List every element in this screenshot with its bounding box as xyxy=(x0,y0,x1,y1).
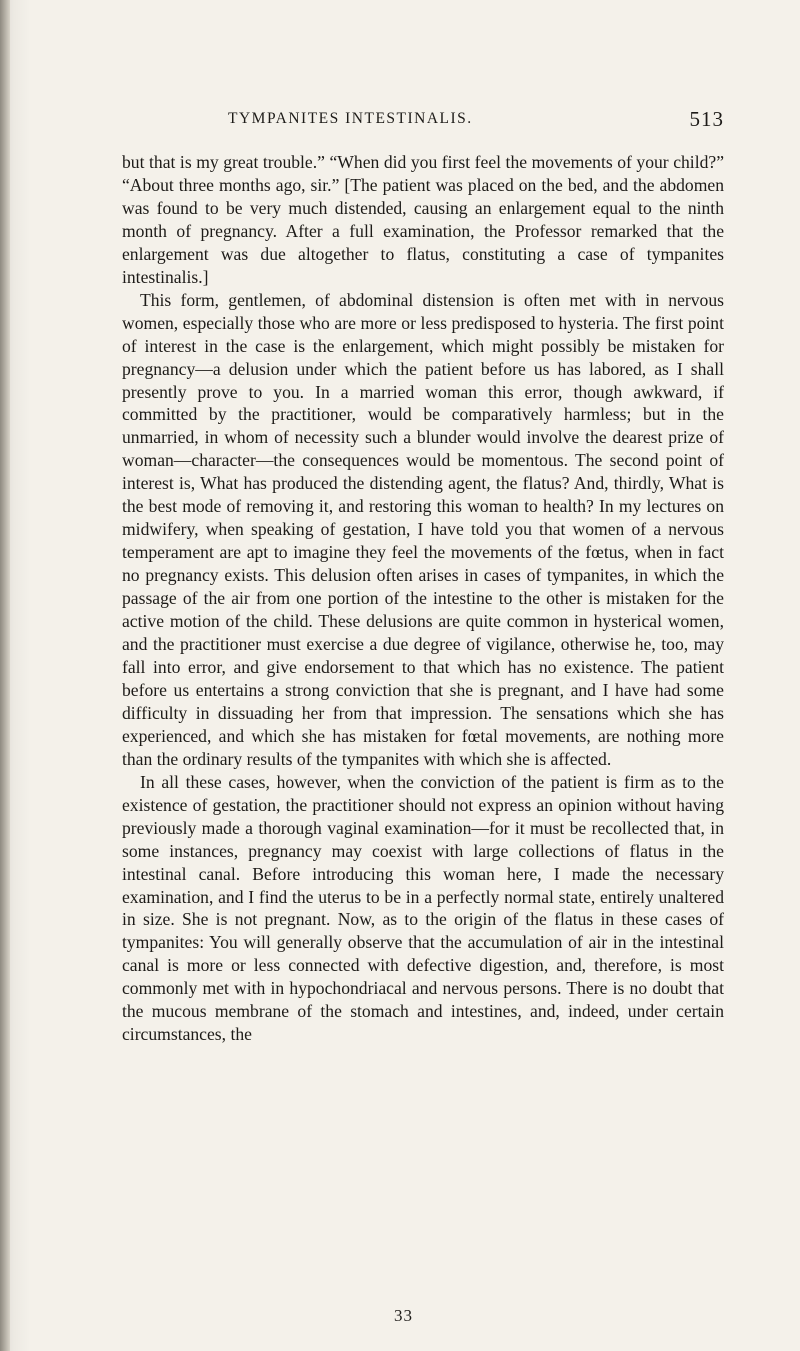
body-text xyxy=(122,151,724,1046)
signature-mark: 33 xyxy=(394,1306,413,1325)
paragraph-2: This form, gentlemen, of abdominal distension is often met with in nervous women, especially those who are more or less predisposed to hysteria. The first point of interest in the case is the enlargement, which might possibly be mistaken for pregnancy—a delusion under which the patient before us has labored, as I shall presently prove to you. In a married woman this error, though awkward, if committed by the practitioner, would be comparatively harmless; but in the unmarried, in whom of necessity such a blunder would involve the dearest prize of woman—character—the consequences would be momentous. The second point of interest is, What has produced the distending agent, the flatus? And, thirdly, What is the best mode of removing it, and restoring this woman to health? In my lectures on midwifery, when speaking of gestation, I have told you that women of a nervous temperament are apt to imagine they feel the movements of the fœtus, when in fact no pregnancy exists. This delusion often arises in cases of tympanites, in which the passage of the air from one portion of the intestine to the other is mistaken for the active motion of the child. These delusions are quite common in hysterical women, and the practitioner must exercise a due degree of vigilance, otherwise he, too, may fall into error, and give endorsement to that which has no existence. The patient before us entertains a strong conviction that she is pregnant, and I have had some difficulty in dissuading her from that impression. The sensations which she has experienced, and which she has mistaken for fœtal movements, are nothing more than the ordinary results of the tympanites with which she is affected. xyxy=(122,289,724,769)
paragraph-1: but that is my great trouble.” “When did you first feel the movements of your child?” “About three months ago, sir.” [The patient was placed on the bed, and the abdomen was found to be very much distended, causing an enlargement equal to the ninth month of pregnancy. After a full examination, the Professor remarked that the enlargement was due altogether to flatus, constituting a case of tympanites intestinalis.] xyxy=(122,152,724,287)
page-number: 513 xyxy=(689,107,724,131)
running-head-title: TYMPANITES INTESTINALIS. xyxy=(228,110,473,127)
binding-edge xyxy=(0,0,10,1351)
running-head xyxy=(122,107,724,138)
paragraph-3: In all these cases, however, when the conviction of the patient is firm as to the existence of gestation, the practitioner should not express an opinion without having previously made a thorough vaginal examination—for it must be recollected that, in some instances, pregnancy may coexist with large collections of flatus in the intestinal canal. Before introducing this woman here, I made the necessary examination, and I find the uterus to be in a perfectly normal state, entirely unaltered in size. She is not pregnant. Now, as to the origin of the flatus in these cases of tympanites: You will generally observe that the accumulation of air in the intestinal canal is more or less connected with defective digestion, and, therefore, is most commonly met with in hypochondriacal and nervous persons. There is no doubt that the mucous membrane of the stomach and intestines, and, indeed, under certain circumstances, the xyxy=(122,771,724,1045)
